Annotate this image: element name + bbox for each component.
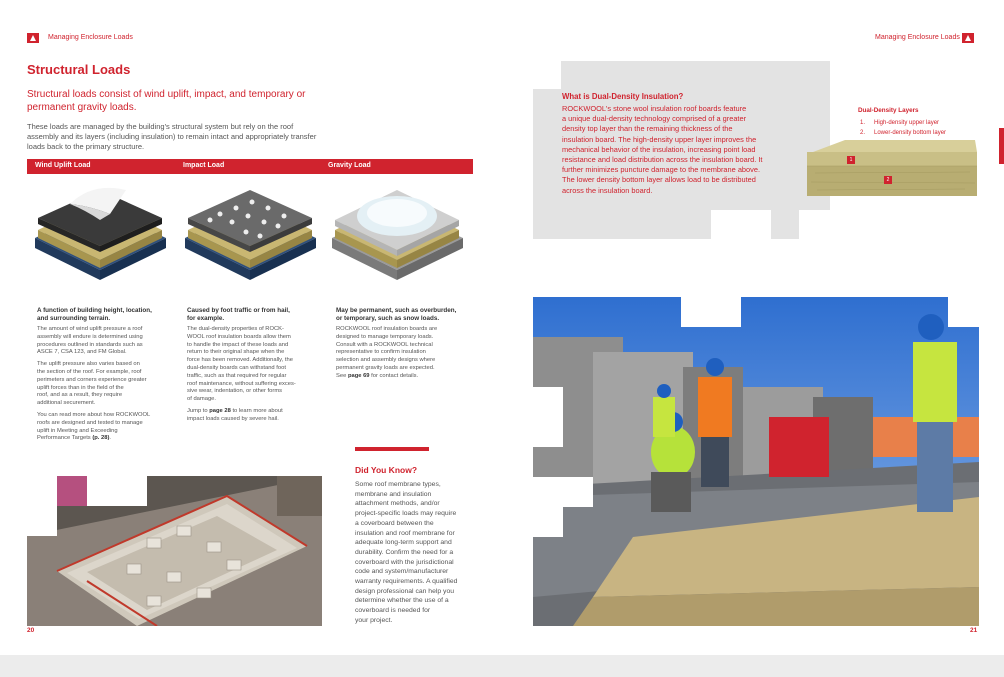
dual-density-layers-heading: Dual-Density Layers [858,107,919,114]
mosaic-block [711,210,771,239]
rockwool-logo-icon [962,33,974,43]
did-you-know-rule [355,447,429,451]
intro-paragraph: These loads are managed by the building's structural system but rely on the roof assembly and its layers (including insulation) to remain intact and appropriately transfer loads back to the primary structure. [27,122,317,151]
impact-illustration [180,180,320,285]
impact-p1: The dual-density properties of ROCK- WOOL roof insulation boards allow them to handle the impact of these loads and return to their original shape when the force has been removed. Additionally, the dual-density boards can withstand foot traffic, such as that required for regular roof maintenance, without suffering exces- sive wear, indentation, or other forms of damage. [187,326,296,403]
mosaic-block [533,507,563,537]
impact-p2: Jump to page 28 to learn more about impact loads caused by severe hail. [187,407,283,422]
layer-marker-1: 1 [847,156,855,164]
mosaic-block [533,477,563,507]
photo-mosaic-block [87,476,147,506]
viewer-bottom-bar [0,655,1004,677]
gravity-heading: May be permanent, such as overburden, or temporary, such as snow loads. [336,307,457,322]
dual-density-text: ROCKWOOL's stone wool insulation roof boards feature a unique dual-density technology comprised of a greater density top layer than the remaining thickness of the insulation board. The high-density upper layer improves the mechanical behavior of the insulation, increasing point load resistance and load distribution across the insulation board. It further minimizes puncture damage to the membrane above. The lower density bottom layer allows load to be distributed across the insulation board. [562,104,763,195]
gravity-column [336,307,476,381]
gravity-p1: ROCKWOOL roof insulation boards are designed to manage temporary loads. Consult with a ROCKWOOL technical representative to confirm insulation selection and assembly designs where permanent gravity loads are expected. See page 69 for contact details. [336,326,438,379]
load-types-bar [27,159,473,174]
mosaic-block [533,61,561,89]
impact-label: Impact Load [183,162,225,169]
insulation-board-illustration [805,138,981,200]
red-accent-square [769,417,829,477]
page-28-link[interactable]: page 28 [209,407,231,414]
mosaic-block [533,387,563,447]
page-69-link[interactable]: page 69 [347,372,370,379]
wind-uplift-p1: The amount of wind uplift pressure a roof assembly will endure is determined using procedures outlined in standards such as ASCE 7, CSA 123, and FM Global. [37,326,143,356]
wind-uplift-column [37,307,172,443]
page-number-left: 20 [27,627,35,634]
roofing-workers-photo [533,297,979,626]
layer-item: 2. Lower-density bottom layer [860,130,947,136]
lead-text: Structural loads consist of wind uplift, impact, and temporary or permanent gravity loads. [27,89,306,113]
layer-item: 1. High-density upper layer [860,120,940,126]
right-header-title: Managing Enclosure Loads [875,34,960,41]
magenta-accent-square [57,476,87,506]
page-number-right: 21 [970,627,978,634]
impact-heading: Caused by foot traffic or from hail, for example. [187,307,290,322]
photo-mosaic-block [27,476,57,506]
edge-tab [999,128,1004,164]
gravity-illustration [327,180,467,285]
mosaic-block [799,210,830,239]
dual-density-layers-list [860,118,946,138]
mosaic-block [563,477,593,507]
mosaic-block [948,297,979,327]
wind-uplift-label: Wind Uplift Load [35,162,91,169]
wind-uplift-illustration [30,180,170,285]
dual-density-heading: What is Dual-Density Insulation? [562,92,684,101]
page-heading: Structural Loads [27,62,131,77]
photo-mosaic-block [27,506,57,536]
rockwool-logo-icon [27,33,39,43]
impact-column [187,307,327,424]
did-you-know-heading: Did You Know? [355,465,418,475]
gravity-label: Gravity Load [328,162,371,169]
layer-marker-2: 2 [884,176,892,184]
page-28-reference[interactable]: (p. 28) [92,435,110,442]
wind-uplift-heading: A function of building height, location, and surrounding terrain. [37,307,152,322]
wind-uplift-p2: The uplift pressure also varies based on the section of the roof. For example, roof perimeters and corners experience greater uplift forces than in the field of the roof, and as a result, they require additional securement. [37,361,147,407]
mosaic-block [681,297,741,327]
left-header-title: Managing Enclosure Loads [48,34,133,41]
wind-uplift-p3: You can read more about how ROCKWOOL roofs are designed and tested to manage uplift in Meeting and Exceeding Performance Targets (p. 28). [37,411,151,442]
did-you-know-text: Some roof membrane types, membrane and insulation attachment methods, and/or project-specific loads may require a coverboard between the insulation and roof membrane for adequate long-term support and durability. Confirm the need for a coverboard with the jurisdictional code and system/manufacturer warranty requirements. A qualified design professional can help you determine whether the use of a coverboard is needed for your project. [355,481,458,624]
